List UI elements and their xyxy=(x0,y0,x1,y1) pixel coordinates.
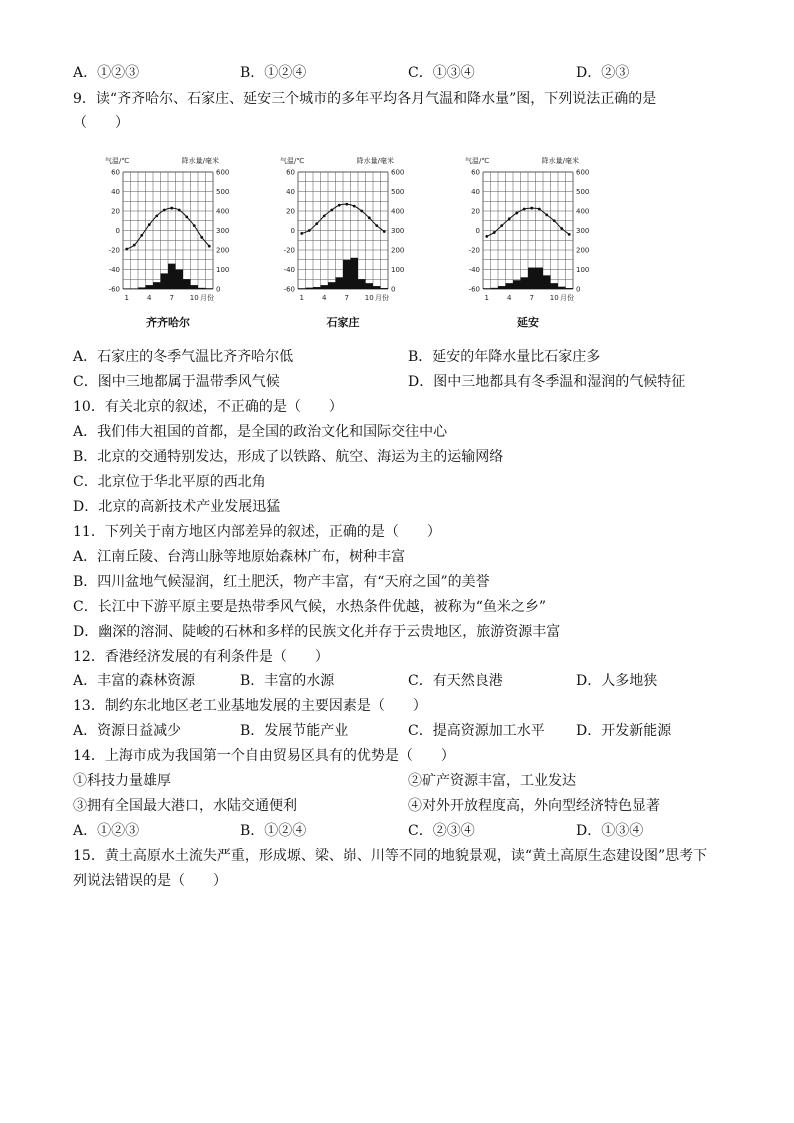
x-tick: 4 xyxy=(507,294,512,302)
q14-option-b[interactable]: B．①②④ xyxy=(240,823,307,839)
x-tick: 月份 xyxy=(200,294,214,302)
precipitation-bar xyxy=(558,287,566,289)
y-tick-left: 40 xyxy=(471,188,480,196)
q14-item-4: ④对外开放程度高，外向型经济特色显著 xyxy=(408,798,660,814)
temperature-point xyxy=(178,209,181,212)
temperature-point xyxy=(523,208,526,211)
temperature-point xyxy=(508,217,511,220)
y-tick-right: 400 xyxy=(576,207,590,216)
temperature-point xyxy=(530,207,533,210)
temperature-point xyxy=(323,214,326,217)
q13-stem: 13．制约东北地区老工业基地发展的主要因素是（ ） xyxy=(73,698,427,714)
temperature-point xyxy=(125,248,128,251)
y-axis-right-label: 降水量/毫米 xyxy=(541,157,579,165)
x-tick: 1 xyxy=(124,294,129,302)
y-tick-left: -20 xyxy=(108,246,120,255)
temperature-point xyxy=(353,205,356,208)
temperature-point xyxy=(300,232,303,235)
y-tick-left: -20 xyxy=(283,246,295,255)
y-tick-left: 60 xyxy=(111,168,120,177)
precipitation-bar xyxy=(146,285,154,289)
temperature-point xyxy=(315,222,318,225)
precipitation-bar xyxy=(131,288,139,289)
temperature-point xyxy=(545,214,548,217)
temperature-point xyxy=(170,207,173,210)
y-tick-left: 40 xyxy=(286,188,295,196)
climate-chart-qiqihar xyxy=(95,152,245,332)
q8-option-d[interactable]: D．②③ xyxy=(576,65,630,81)
temperature-point xyxy=(140,234,143,237)
precipitation-bar xyxy=(358,279,366,289)
precipitation-bar xyxy=(366,283,374,289)
precipitation-bar xyxy=(351,258,359,289)
temperature-point xyxy=(163,209,166,212)
q14-option-c[interactable]: C．②③④ xyxy=(408,823,475,839)
y-tick-right: 200 xyxy=(391,246,405,255)
climate-chart-shijiazhuang xyxy=(270,152,420,332)
y-tick-left: -40 xyxy=(108,266,120,274)
precipitation-bar xyxy=(123,288,131,289)
precipitation-bar xyxy=(206,288,214,289)
x-tick: 1 xyxy=(299,294,304,302)
x-tick: 7 xyxy=(529,294,534,302)
climate-chart-svg xyxy=(455,152,605,332)
q12-option-d[interactable]: D．人多地狭 xyxy=(576,673,658,689)
chart-title: 石家庄 xyxy=(326,316,360,329)
q13-option-b[interactable]: B．发展节能产业 xyxy=(240,723,349,739)
x-tick: 月份 xyxy=(560,294,574,302)
y-tick-right: 500 xyxy=(216,188,230,196)
y-axis-left-label: 气温/℃ xyxy=(105,157,130,165)
q14-stem: 14．上海市成为我国第一个自由贸易区具有的优势是（ ） xyxy=(73,748,455,764)
y-tick-right: 300 xyxy=(216,227,230,235)
y-tick-right: 300 xyxy=(576,227,590,235)
x-tick: 7 xyxy=(169,294,174,302)
q9-stem-line2: （ ） xyxy=(73,115,129,131)
y-tick-right: 200 xyxy=(216,246,230,255)
y-tick-right: 400 xyxy=(216,207,230,216)
q9-option-b[interactable]: B．延安的年降水量比石家庄多 xyxy=(408,349,601,365)
temperature-point xyxy=(368,216,371,219)
precipitation-bar xyxy=(198,288,206,289)
q8-option-c[interactable]: C．①③④ xyxy=(408,65,475,81)
precipitation-bar xyxy=(328,282,336,289)
temperature-point xyxy=(185,215,188,218)
y-tick-left: -40 xyxy=(468,266,480,274)
q10-option-c[interactable]: C．北京位于华北平原的西北角 xyxy=(73,474,266,490)
temperature-point xyxy=(308,229,311,232)
precipitation-bar xyxy=(298,288,306,289)
y-tick-right: 600 xyxy=(391,168,405,177)
temperature-point xyxy=(208,245,211,248)
q14-option-a[interactable]: A．①②③ xyxy=(73,823,140,839)
y-tick-left: -20 xyxy=(468,246,480,255)
q8-option-b[interactable]: B．①②④ xyxy=(240,65,307,81)
y-axis-right-label: 降水量/毫米 xyxy=(181,157,219,165)
y-tick-right: 400 xyxy=(391,207,405,216)
y-tick-right: 600 xyxy=(216,168,230,177)
precipitation-bar xyxy=(513,280,521,289)
temperature-point xyxy=(515,212,518,215)
y-tick-right: 500 xyxy=(391,188,405,196)
precipitation-bar xyxy=(313,287,321,289)
y-tick-left: 0 xyxy=(475,227,480,235)
q14-item-3: ③拥有全国最大港口，水陆交通便利 xyxy=(73,798,297,814)
q8-option-a[interactable]: A．①②③ xyxy=(73,65,140,81)
temperature-point xyxy=(360,210,363,213)
y-tick-left: 20 xyxy=(286,207,295,216)
q9-option-a[interactable]: A．石家庄的冬季气温比齐齐哈尔低 xyxy=(73,349,294,365)
precipitation-bar xyxy=(183,279,191,289)
x-tick: 4 xyxy=(322,294,327,302)
precipitation-bar xyxy=(373,286,381,289)
q15-stem-line2: 列说法错误的是（ ） xyxy=(73,873,227,889)
y-tick-left: 20 xyxy=(471,207,480,216)
y-axis-left-label: 气温/℃ xyxy=(465,157,490,165)
y-tick-right: 300 xyxy=(391,227,405,235)
q13-option-d[interactable]: D．开发新能源 xyxy=(576,723,672,739)
temperature-point xyxy=(338,204,341,207)
x-tick: 1 xyxy=(484,294,489,302)
precipitation-bar xyxy=(138,287,146,289)
q9-option-c[interactable]: C．图中三地都属于温带季风气候 xyxy=(73,374,280,390)
q13-option-a[interactable]: A．资源日益减少 xyxy=(73,723,182,739)
climate-charts xyxy=(95,152,625,332)
q10-stem: 10．有关北京的叙述，不正确的是（ ） xyxy=(73,399,343,415)
q12-option-c[interactable]: C．有天然良港 xyxy=(408,673,503,689)
precipitation-bar xyxy=(528,268,536,289)
temperature-point xyxy=(493,231,496,234)
q11-option-d[interactable]: D．幽深的溶洞、陡峻的石林和多样的民族文化并存于云贵地区，旅游资源丰富 xyxy=(73,624,561,640)
precipitation-bar xyxy=(321,285,329,289)
precipitation-bar xyxy=(176,270,184,290)
q12-option-b[interactable]: B．丰富的水源 xyxy=(240,673,335,689)
precipitation-bar xyxy=(306,288,314,289)
temperature-point xyxy=(568,233,571,236)
y-tick-right: 100 xyxy=(216,266,230,274)
x-tick: 10 xyxy=(364,294,374,302)
temperature-point xyxy=(345,203,348,206)
x-tick: 月份 xyxy=(375,294,389,302)
precipitation-bar xyxy=(551,283,559,289)
precipitation-bar xyxy=(336,277,344,289)
q14-item-2: ②矿产资源丰富，工业发达 xyxy=(408,773,576,789)
precipitation-bar xyxy=(153,282,161,289)
q12-option-a[interactable]: A．丰富的森林资源 xyxy=(73,673,196,689)
precipitation-bar xyxy=(483,288,491,289)
q10-option-a[interactable]: A．我们伟大祖国的首都，是全国的政治文化和国际交往中心 xyxy=(73,424,448,440)
y-tick-left: -60 xyxy=(468,285,480,294)
temperature-point xyxy=(485,235,488,238)
x-tick: 10 xyxy=(189,294,199,302)
temperature-point xyxy=(200,236,203,239)
q9-option-d[interactable]: D．图中三地都具有冬季温和湿润的气候特征 xyxy=(408,374,686,390)
temperature-point xyxy=(155,214,158,217)
precipitation-bar xyxy=(566,288,574,289)
y-tick-left: 60 xyxy=(471,168,480,177)
y-tick-right: 100 xyxy=(391,266,405,274)
x-tick: 10 xyxy=(549,294,559,302)
q15-stem-line1: 15．黄土高原水土流失严重，形成塬、梁、峁、川等不同的地貌景观，读“黄土高原生态建设图”思考下 xyxy=(73,848,708,864)
precipitation-bar xyxy=(536,268,544,289)
q10-option-d[interactable]: D．北京的高新技术产业发展迅猛 xyxy=(73,499,281,515)
temperature-point xyxy=(500,224,503,227)
q11-option-a[interactable]: A．江南丘陵、台湾山脉等地原始森林广布，树种丰富 xyxy=(73,549,406,565)
q12-stem: 12．香港经济发展的有利条件是（ ） xyxy=(73,649,329,665)
y-tick-right: 0 xyxy=(391,285,396,294)
precipitation-bar xyxy=(161,273,169,289)
q11-option-b[interactable]: B．四川盆地气候湿润，红土肥沃，物产丰富，有“天府之国”的美誉 xyxy=(73,574,490,590)
q14-item-1: ①科技力量雄厚 xyxy=(73,773,171,789)
precipitation-bar xyxy=(343,260,351,289)
precipitation-bar xyxy=(506,283,514,289)
q11-stem: 11．下列关于南方地区内部差异的叙述，正确的是（ ） xyxy=(73,524,441,540)
y-tick-left: 20 xyxy=(111,207,120,216)
y-tick-right: 500 xyxy=(576,188,590,196)
temperature-point xyxy=(538,208,541,211)
y-axis-right-label: 降水量/毫米 xyxy=(356,157,394,165)
precipitation-bar xyxy=(381,288,389,289)
climate-chart-yanan xyxy=(455,152,605,332)
y-tick-right: 100 xyxy=(576,266,590,274)
y-tick-left: -60 xyxy=(108,285,120,294)
y-tick-left: -60 xyxy=(283,285,295,294)
y-axis-left-label: 气温/℃ xyxy=(280,157,305,165)
temperature-point xyxy=(560,227,563,230)
temperature-point xyxy=(148,223,151,226)
y-tick-right: 0 xyxy=(576,285,581,294)
precipitation-bar xyxy=(168,264,176,289)
precipitation-bar xyxy=(491,288,499,289)
temperature-point xyxy=(383,230,386,233)
y-tick-left: 40 xyxy=(111,188,120,196)
chart-title: 延安 xyxy=(517,316,539,329)
q14-option-d[interactable]: D．①③④ xyxy=(576,823,644,839)
y-tick-left: 0 xyxy=(115,227,120,235)
y-tick-left: -40 xyxy=(283,266,295,274)
y-tick-left: 0 xyxy=(290,227,295,235)
precipitation-bar xyxy=(543,275,551,289)
x-tick: 4 xyxy=(147,294,152,302)
climate-chart-svg xyxy=(95,152,245,332)
y-tick-left: 60 xyxy=(286,168,295,177)
temperature-point xyxy=(133,244,136,247)
q10-option-b[interactable]: B．北京的交通特别发达，形成了以铁路、航空、海运为主的运输网络 xyxy=(73,449,504,465)
y-tick-right: 200 xyxy=(576,246,590,255)
precipitation-bar xyxy=(498,286,506,289)
temperature-point xyxy=(375,224,378,227)
x-tick: 7 xyxy=(344,294,349,302)
chart-title: 齐齐哈尔 xyxy=(146,316,190,329)
climate-chart-svg xyxy=(270,152,420,332)
y-tick-right: 0 xyxy=(216,285,221,294)
precipitation-bar xyxy=(521,277,529,289)
temperature-point xyxy=(553,219,556,222)
y-tick-right: 600 xyxy=(576,168,590,177)
precipitation-bar xyxy=(191,285,199,289)
temperature-point xyxy=(193,224,196,227)
q11-option-c[interactable]: C．长江中下游平原主要是热带季风气候，水热条件优越，被称为“鱼米之乡” xyxy=(73,599,547,615)
q9-stem-line1: 9．读“齐齐哈尔、石家庄、延安三个城市的多年平均各月气温和降水量”图，下列说法正确的是 xyxy=(73,91,657,107)
q13-option-c[interactable]: C．提高资源加工水平 xyxy=(408,723,545,739)
temperature-point xyxy=(330,209,333,212)
